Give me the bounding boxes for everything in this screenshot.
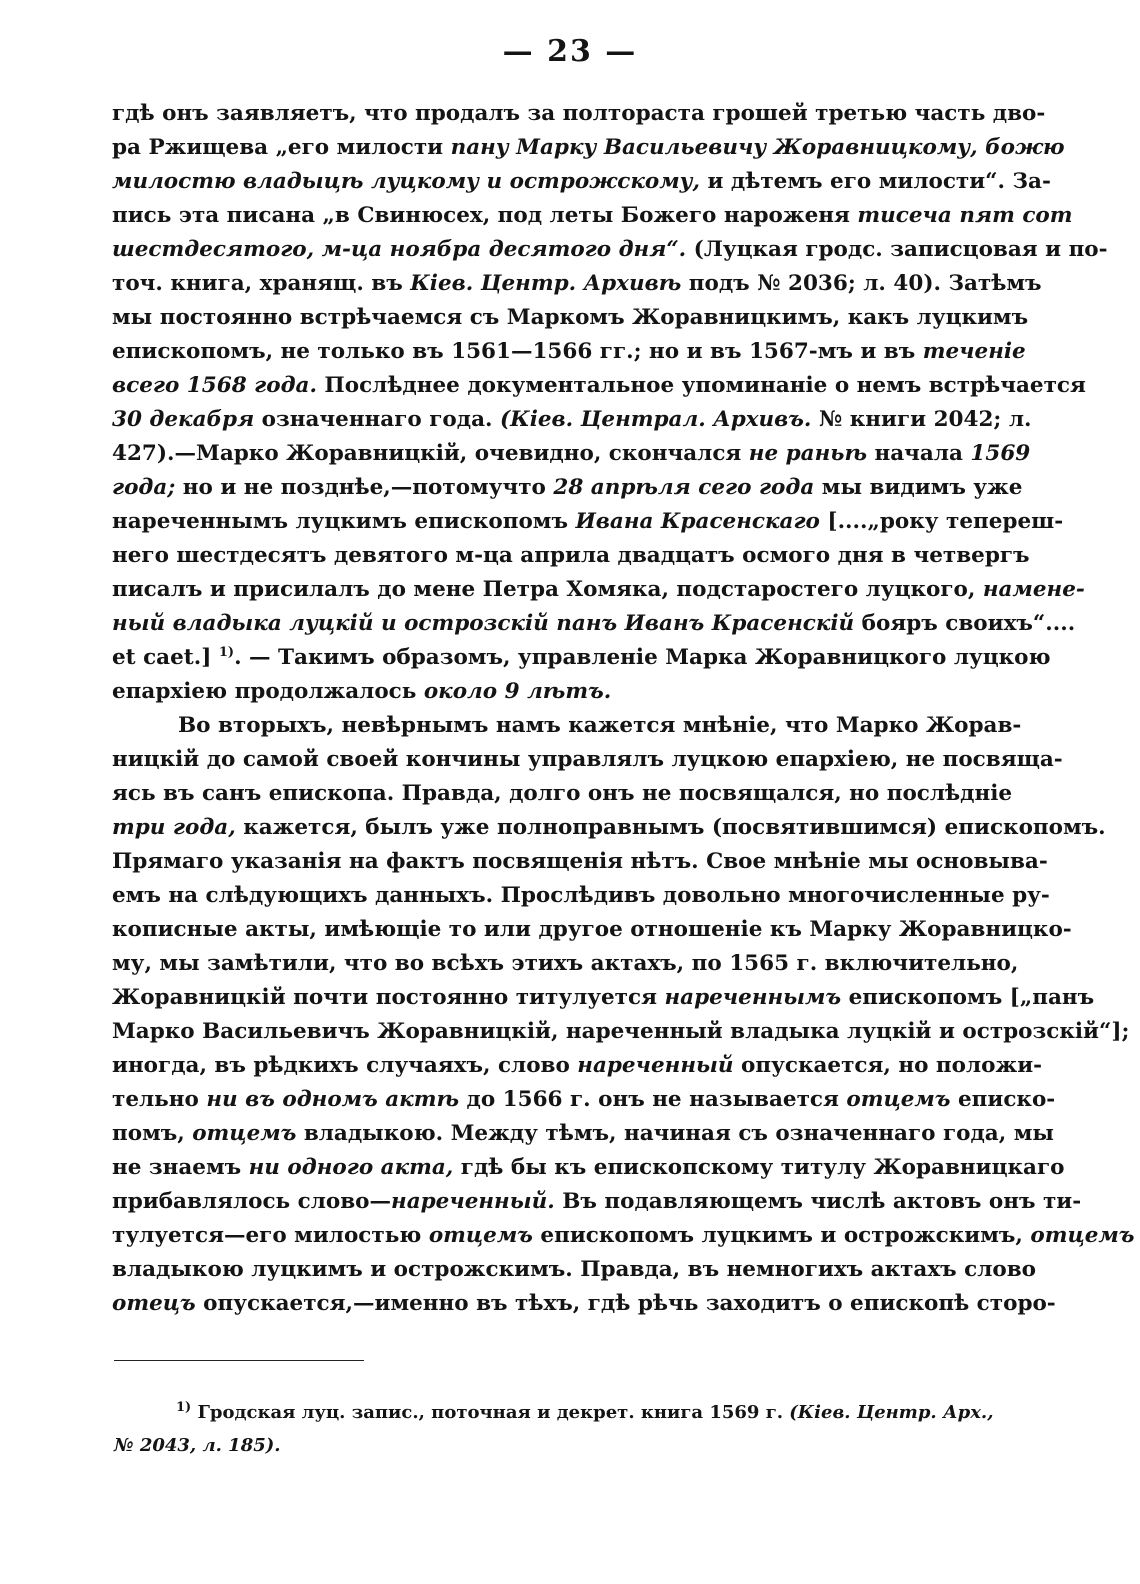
italic-text: ни въ одномъ актѣ xyxy=(206,1087,460,1112)
italic-text: нареченный xyxy=(577,1053,734,1078)
text-run: не знаемъ xyxy=(112,1155,249,1180)
body-line xyxy=(112,539,1030,573)
italic-text: нареченный. xyxy=(391,1189,555,1214)
text-run: помъ, xyxy=(112,1121,193,1146)
italic-text: намене- xyxy=(982,577,1085,602)
footnote-line xyxy=(114,1429,970,1462)
body-line xyxy=(112,573,1085,607)
body-line xyxy=(112,505,1064,539)
footnote-marker: 1) xyxy=(176,1400,192,1415)
italic-text: ни одного акта, xyxy=(248,1155,454,1180)
text-run: гдѣ бы къ епископскому титулу Жоравницкаго xyxy=(453,1155,1065,1180)
text-run: 427).—Марко Жоравницкiй, очевидно, скончался xyxy=(112,441,749,466)
italic-text: не раньѣ xyxy=(748,441,868,466)
body-line xyxy=(112,675,962,709)
text-run: Гродская луц. запис., поточная и декрет. книга 1569 г. xyxy=(191,1402,790,1423)
italic-text: отцемъ xyxy=(192,1121,297,1146)
text-run: . — Такимъ образомъ, управленiе Марка Жоравницкого луцкою xyxy=(234,645,1051,670)
italic-text: отцемъ xyxy=(428,1223,533,1248)
italic-text: (Кiев. Централ. Архивъ. xyxy=(499,407,812,432)
text-run: Во вторыхъ, невѣрнымъ намъ кажется мнѣнiе, что Марко Жорав- xyxy=(178,713,1022,738)
italic-text: 1569 xyxy=(970,441,1031,466)
text-run: Прямаго указанiя на фактъ посвященiя нѣтъ. Свое мнѣнiе мы основыва- xyxy=(112,849,1048,874)
body-line xyxy=(112,199,1073,233)
text-run: прибавлялось слово— xyxy=(112,1189,392,1214)
body-line xyxy=(112,1287,1056,1321)
body-line xyxy=(112,1015,1130,1049)
body-line xyxy=(112,471,1023,505)
text-run: бояръ своихъ“.... xyxy=(854,611,1076,636)
italic-text: отцемъ xyxy=(846,1087,951,1112)
text-run: Послѣднее документальное упоминанiе о немъ встрѣчается xyxy=(316,373,1086,398)
text-run: опускается,—именно въ тѣхъ, гдѣ рѣчь заходитъ о епископѣ сторо- xyxy=(195,1291,1056,1316)
italic-text: № 2043, л. 185). xyxy=(114,1435,281,1456)
footnote xyxy=(114,1396,994,1462)
italic-text: Ивана Красенскаго xyxy=(575,509,820,534)
text-run: кописные акты, имѣющiе то или другое отношенiе къ Марку Жоравницко- xyxy=(112,917,1072,942)
text-run: иногда, въ рѣдкихъ случаяхъ, слово xyxy=(112,1053,578,1078)
text-run: гдѣ онъ заявляетъ, что продалъ за полтораста грошей третью часть дво- xyxy=(112,101,1046,126)
italic-text: пану Марку Васильевичу Жоравницкому, божю xyxy=(450,135,1065,160)
italic-text: милостю владыцѣ луцкому и острожскому, xyxy=(112,169,700,194)
italic-text: 28 апрѣля сего года xyxy=(553,475,815,500)
text-run: начала xyxy=(867,441,971,466)
footnote-divider xyxy=(114,1360,364,1361)
text-run: Жоравницкiй почти постоянно титулуется xyxy=(112,985,665,1010)
italic-text: Кiев. Центр. Архивѣ xyxy=(410,271,682,296)
italic-text: теченiе xyxy=(922,339,1026,364)
text-run: но и не позднѣе,—потомучто xyxy=(175,475,554,500)
text-run: № книги 2042; л. xyxy=(811,407,1032,432)
text-run: него шестдесятъ девятого м-ца априла двадцатъ осмого дня в четвергъ xyxy=(112,543,1030,568)
body-line xyxy=(112,165,1051,199)
body-line xyxy=(112,743,1063,777)
footnote-marker: 1) xyxy=(218,644,235,660)
text-run: et caet.] xyxy=(112,645,219,670)
footnote-line xyxy=(114,1396,994,1429)
text-run: ницкiй до самой своей кончины управлялъ луцкою епархiею, не посвяща- xyxy=(112,747,1063,772)
body-line xyxy=(112,981,1095,1015)
body-line xyxy=(112,131,1065,165)
body-line xyxy=(112,1083,1056,1117)
text-run: Въ подавляющемъ числѣ актовъ онъ ти- xyxy=(554,1189,1082,1214)
text-run: еписко- xyxy=(950,1087,1056,1112)
body-line xyxy=(112,301,1029,335)
text-run: тельно xyxy=(112,1087,207,1112)
text-run: ясь въ санъ епископа. Правда, долго онъ не посвящался, но послѣднiе xyxy=(112,781,1013,806)
text-run: точ. книга, хранящ. въ xyxy=(112,271,411,296)
body-line xyxy=(112,437,1031,471)
body-line xyxy=(112,1117,1054,1151)
body-line xyxy=(112,97,1046,131)
text-run: мы видимъ уже xyxy=(814,475,1023,500)
body-line xyxy=(112,641,1051,675)
italic-text: всего 1568 года. xyxy=(112,373,317,398)
body-line xyxy=(112,403,1032,437)
page-number: — 23 — xyxy=(502,34,638,69)
text-run: мы постоянно встрѣчаемся съ Маркомъ Жоравницкимъ, какъ луцкимъ xyxy=(112,305,1029,330)
text-run: владыкою луцкимъ и острожскимъ. Правда, въ немногихъ актахъ слово xyxy=(112,1257,1037,1282)
body-line xyxy=(112,607,1076,641)
body-line xyxy=(112,709,1022,743)
italic-text: (Кiев. Центр. Арх., xyxy=(789,1402,994,1423)
body-line xyxy=(112,1219,1135,1253)
text-run: означеннаго года. xyxy=(254,407,500,432)
text-run: писалъ и присилалъ до мене Петра Хомяка, подстаростего луцкого, xyxy=(112,577,983,602)
text-run: му, мы замѣтили, что во всѣхъ этихъ актахъ, по 1565 г. включительно, xyxy=(112,951,1019,976)
text-run: кажется, былъ уже полноправнымъ (посвятившимся) епископомъ. xyxy=(235,815,1106,840)
body-line xyxy=(112,879,1050,913)
text-run: (Луцкая гродс. записцовая и по- xyxy=(686,237,1108,262)
body-line xyxy=(112,777,1013,811)
text-run: епископомъ луцкимъ и острожскимъ, xyxy=(532,1223,1031,1248)
italic-text: нареченнымъ xyxy=(664,985,842,1010)
italic-text: 30 декабря xyxy=(112,407,255,432)
body-line xyxy=(112,811,1106,845)
text-run: Марко Васильевичъ Жоравницкiй, нареченный владыка луцкiй и острозскiй“]; xyxy=(112,1019,1130,1044)
italic-text: отецъ xyxy=(112,1291,196,1316)
text-run: епископомъ, не только въ 1561—1566 гг.; но и въ 1567-мъ и въ xyxy=(112,339,923,364)
text-run: опускается, но положи- xyxy=(733,1053,1043,1078)
italic-text: тисеча пят сот xyxy=(857,203,1073,228)
body-line xyxy=(112,947,1019,981)
body-line xyxy=(112,1253,1037,1287)
italic-text: три года, xyxy=(112,815,236,840)
text-run: емъ на слѣдующихъ данныхъ. Прослѣдивъ довольно многочисленные ру- xyxy=(112,883,1050,908)
body-line xyxy=(112,1049,1043,1083)
body-line xyxy=(112,845,1048,879)
text-run: епископомъ [„панъ xyxy=(841,985,1095,1010)
body-line xyxy=(112,1151,1065,1185)
body-line xyxy=(112,369,1086,403)
body-line xyxy=(112,913,1072,947)
text-run: подъ № 2036; л. 40). Затѣмъ xyxy=(681,271,1042,296)
italic-text: около 9 лѣтъ. xyxy=(423,679,612,704)
text-run: до 1566 г. онъ не называется xyxy=(459,1087,847,1112)
text-run: ра Ржищева „его милости xyxy=(112,135,451,160)
text-run: и дѣтемъ его милости“. За- xyxy=(700,169,1051,194)
text-run: пись эта писана „в Свинюсех, под леты Божего нароженя xyxy=(112,203,858,228)
text-run: владыкою. Между тѣмъ, начиная съ означеннаго года, мы xyxy=(296,1121,1054,1146)
italic-text: отцемъ xyxy=(1030,1223,1135,1248)
text-run: [....„року тепереш- xyxy=(819,509,1064,534)
body-line xyxy=(112,335,1026,369)
body-line xyxy=(112,1185,1082,1219)
text-run: нареченнымъ луцкимъ епископомъ xyxy=(112,509,576,534)
body-line xyxy=(112,267,1042,301)
body-line xyxy=(112,233,1108,267)
italic-text: ный владыка луцкiй и острозскiй панъ Иванъ Красенскiй xyxy=(112,611,855,636)
main-text xyxy=(112,97,1135,1321)
italic-text: года; xyxy=(112,475,176,500)
text-run: тулуется—его милостью xyxy=(112,1223,429,1248)
italic-text: шестдесятого, м-ца ноябра десятого дня“. xyxy=(112,237,687,262)
text-run: епархiею продолжалось xyxy=(112,679,424,704)
